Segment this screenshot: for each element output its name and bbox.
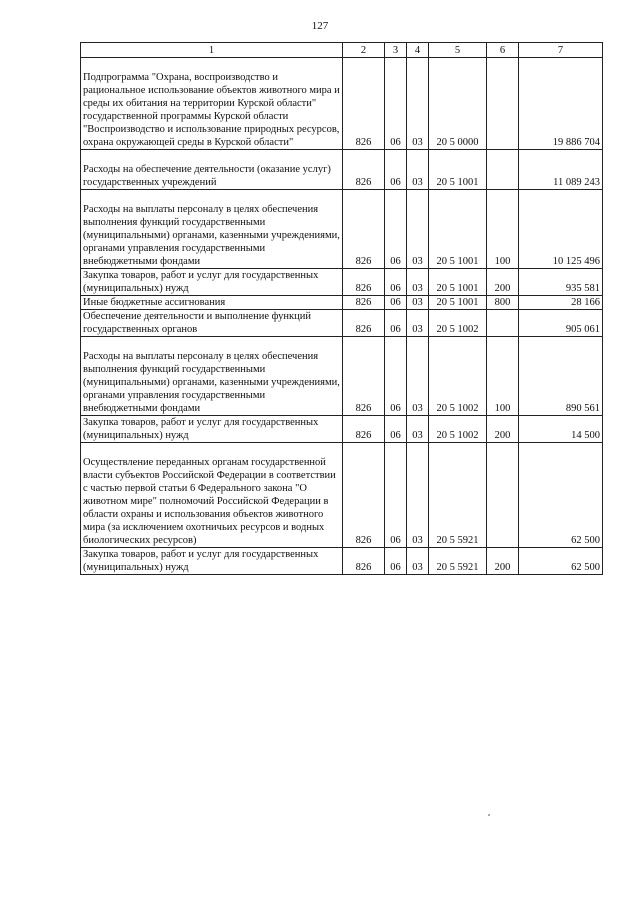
cell-sum [519,296,603,310]
cell-sum [519,150,603,190]
row-spacer [83,58,340,71]
cell-csr [429,150,487,190]
table-row [81,269,603,296]
cell-name-text: Расходы на обеспечение деятельности (оказание услуг) государственных учреждений [83,164,331,188]
cell-razdel [385,269,407,296]
cell-name-text: Закупка товаров, работ и услуг для государственных (муниципальных) нужд [83,270,319,294]
cell-podrazdel [407,416,429,443]
cell-admin-text: 826 [355,283,372,294]
cell-razdel [385,310,407,337]
header-col-3: 3 [385,43,407,58]
cell-csr-text: 20 5 5921 [436,562,479,573]
cell-podrazdel [407,269,429,296]
cell-name [81,337,343,416]
cell-name-text: Расходы на выплаты персоналу в целях обеспечения выполнения функций государственными (муниципальными) органами, казенными учреждениями, органами управления государственными внебюджетными фондами [83,351,340,414]
cell-sum [519,337,603,416]
cell-name [81,548,343,575]
cell-sum [519,416,603,443]
cell-name-text: Закупка товаров, работ и услуг для государственных (муниципальных) нужд [83,549,319,573]
row-spacer [83,443,340,456]
row-spacer [83,337,340,350]
cell-podrazdel [407,310,429,337]
table-row [81,58,603,150]
table-body [81,58,603,575]
cell-admin-text: 826 [355,403,372,414]
cell-vr-text: 800 [494,297,511,308]
cell-podrazdel [407,443,429,548]
cell-sum [519,310,603,337]
cell-admin [343,190,385,269]
cell-sum-text: 935 581 [565,283,600,294]
header-col-5: 5 [429,43,487,58]
cell-csr-text: 20 5 1002 [436,324,479,335]
table-header [81,43,603,58]
table-row [81,190,603,269]
cell-razdel [385,548,407,575]
cell-csr-text: 20 5 5921 [436,535,479,546]
cell-csr-text: 20 5 0000 [436,137,479,148]
header-row [81,43,603,58]
header-col-7: 7 [519,43,603,58]
cell-sum [519,443,603,548]
cell-podrazdel-text: 03 [412,430,423,441]
cell-razdel [385,150,407,190]
cell-razdel [385,337,407,416]
cell-vr [487,337,519,416]
cell-razdel [385,443,407,548]
cell-sum-text: 10 125 496 [552,256,600,267]
cell-csr [429,416,487,443]
cell-vr [487,296,519,310]
cell-razdel-text: 06 [390,535,401,546]
cell-razdel-text: 06 [390,403,401,414]
cell-name-text: Подпрограмма "Охрана, воспроизводство и рациональное использование объектов животного мира и среды их обитания на территории Курской области" государственной программы Курской области "Воспроизводство и использование природных ресурсов, охрана окружающей среды в Курской области" [83,72,340,148]
cell-admin [343,58,385,150]
cell-podrazdel-text: 03 [412,256,423,267]
table-row [81,310,603,337]
cell-razdel-text: 06 [390,324,401,335]
cell-csr [429,269,487,296]
header-col-4: 4 [407,43,429,58]
cell-sum-text: 890 561 [565,403,600,414]
cell-admin [343,548,385,575]
cell-razdel-text: 06 [390,256,401,267]
cell-sum-text: 28 166 [571,297,600,308]
cell-name-text: Обеспечение деятельности и выполнение функций государственных органов [83,311,311,335]
cell-sum-text: 905 061 [565,324,600,335]
cell-csr [429,310,487,337]
cell-vr-text: 200 [494,283,511,294]
cell-vr [487,443,519,548]
cell-sum-text: 14 500 [571,430,600,441]
cell-csr-text: 20 5 1001 [436,177,479,188]
cell-podrazdel-text: 03 [412,403,423,414]
cell-podrazdel [407,548,429,575]
cell-name [81,416,343,443]
cell-vr [487,58,519,150]
cell-admin-text: 826 [355,297,372,308]
cell-admin-text: 826 [355,535,372,546]
cell-razdel [385,296,407,310]
cell-csr-text: 20 5 1001 [436,256,479,267]
cell-sum [519,269,603,296]
header-col-2: 2 [343,43,385,58]
cell-razdel [385,58,407,150]
cell-vr [487,269,519,296]
cell-admin [343,269,385,296]
cell-podrazdel-text: 03 [412,177,423,188]
budget-table [80,42,603,575]
cell-vr-text: 200 [494,562,511,573]
cell-admin [343,310,385,337]
scan-speck [488,814,490,816]
cell-podrazdel-text: 03 [412,283,423,294]
table-row [81,548,603,575]
cell-admin-text: 826 [355,430,372,441]
table-row [81,296,603,310]
cell-admin-text: 826 [355,137,372,148]
cell-name [81,296,343,310]
cell-razdel [385,416,407,443]
cell-razdel-text: 06 [390,137,401,148]
cell-sum [519,190,603,269]
cell-name [81,190,343,269]
cell-csr [429,443,487,548]
cell-podrazdel-text: 03 [412,562,423,573]
cell-razdel-text: 06 [390,430,401,441]
cell-podrazdel-text: 03 [412,297,423,308]
cell-admin-text: 826 [355,177,372,188]
cell-admin-text: 826 [355,256,372,267]
cell-csr-text: 20 5 1002 [436,403,479,414]
cell-podrazdel [407,190,429,269]
cell-csr-text: 20 5 1001 [436,297,479,308]
header-col-1: 1 [81,43,343,58]
cell-name-text: Закупка товаров, работ и услуг для государственных (муниципальных) нужд [83,417,319,441]
table-row [81,150,603,190]
cell-name [81,150,343,190]
cell-vr-text: 100 [494,403,511,414]
cell-admin [343,150,385,190]
cell-admin [343,416,385,443]
cell-podrazdel [407,150,429,190]
cell-csr-text: 20 5 1002 [436,430,479,441]
cell-razdel-text: 06 [390,177,401,188]
cell-vr [487,310,519,337]
cell-admin-text: 826 [355,562,372,573]
cell-razdel-text: 06 [390,283,401,294]
cell-podrazdel [407,296,429,310]
cell-podrazdel-text: 03 [412,137,423,148]
cell-csr [429,548,487,575]
cell-csr [429,337,487,416]
cell-name [81,310,343,337]
row-spacer [83,150,340,163]
table-row [81,416,603,443]
table-row [81,443,603,548]
cell-vr [487,416,519,443]
cell-podrazdel [407,337,429,416]
cell-razdel-text: 06 [390,562,401,573]
cell-sum-text: 11 089 243 [553,177,600,188]
header-col-6: 6 [487,43,519,58]
cell-vr-text: 200 [494,430,511,441]
cell-csr [429,190,487,269]
cell-name [81,58,343,150]
cell-podrazdel-text: 03 [412,324,423,335]
cell-sum [519,58,603,150]
cell-name-text: Иные бюджетные ассигнования [83,297,226,308]
cell-sum [519,548,603,575]
cell-csr [429,296,487,310]
table-row [81,337,603,416]
cell-podrazdel [407,58,429,150]
cell-csr [429,58,487,150]
cell-name [81,269,343,296]
cell-name-text: Расходы на выплаты персоналу в целях обеспечения выполнения функций государственными (муниципальными) органами, казенными учреждениями, органами управления государственными внебюджетными фондами [83,204,340,267]
cell-razdel [385,190,407,269]
cell-vr [487,150,519,190]
cell-sum-text: 62 500 [571,562,600,573]
cell-vr [487,548,519,575]
cell-admin [343,337,385,416]
cell-vr-text: 100 [494,256,511,267]
cell-razdel-text: 06 [390,297,401,308]
cell-vr [487,190,519,269]
row-spacer [83,190,340,203]
cell-name-text: Осуществление переданных органам государственной власти субъектов Российской Федерации в соответствии с частью первой статьи 6 Федерального закона "О животном мире" полномочий Российской Федерации в области охраны и использования объектов животного мира (за исключением охотничьих ресурсов и водных биологических ресурсов) [83,457,336,546]
cell-admin [343,443,385,548]
page-number: 127 [311,20,329,32]
cell-podrazdel-text: 03 [412,535,423,546]
cell-admin-text: 826 [355,324,372,335]
cell-sum-text: 19 886 704 [552,137,600,148]
cell-admin [343,296,385,310]
cell-name [81,443,343,548]
cell-sum-text: 62 500 [571,535,600,546]
cell-csr-text: 20 5 1001 [436,283,479,294]
